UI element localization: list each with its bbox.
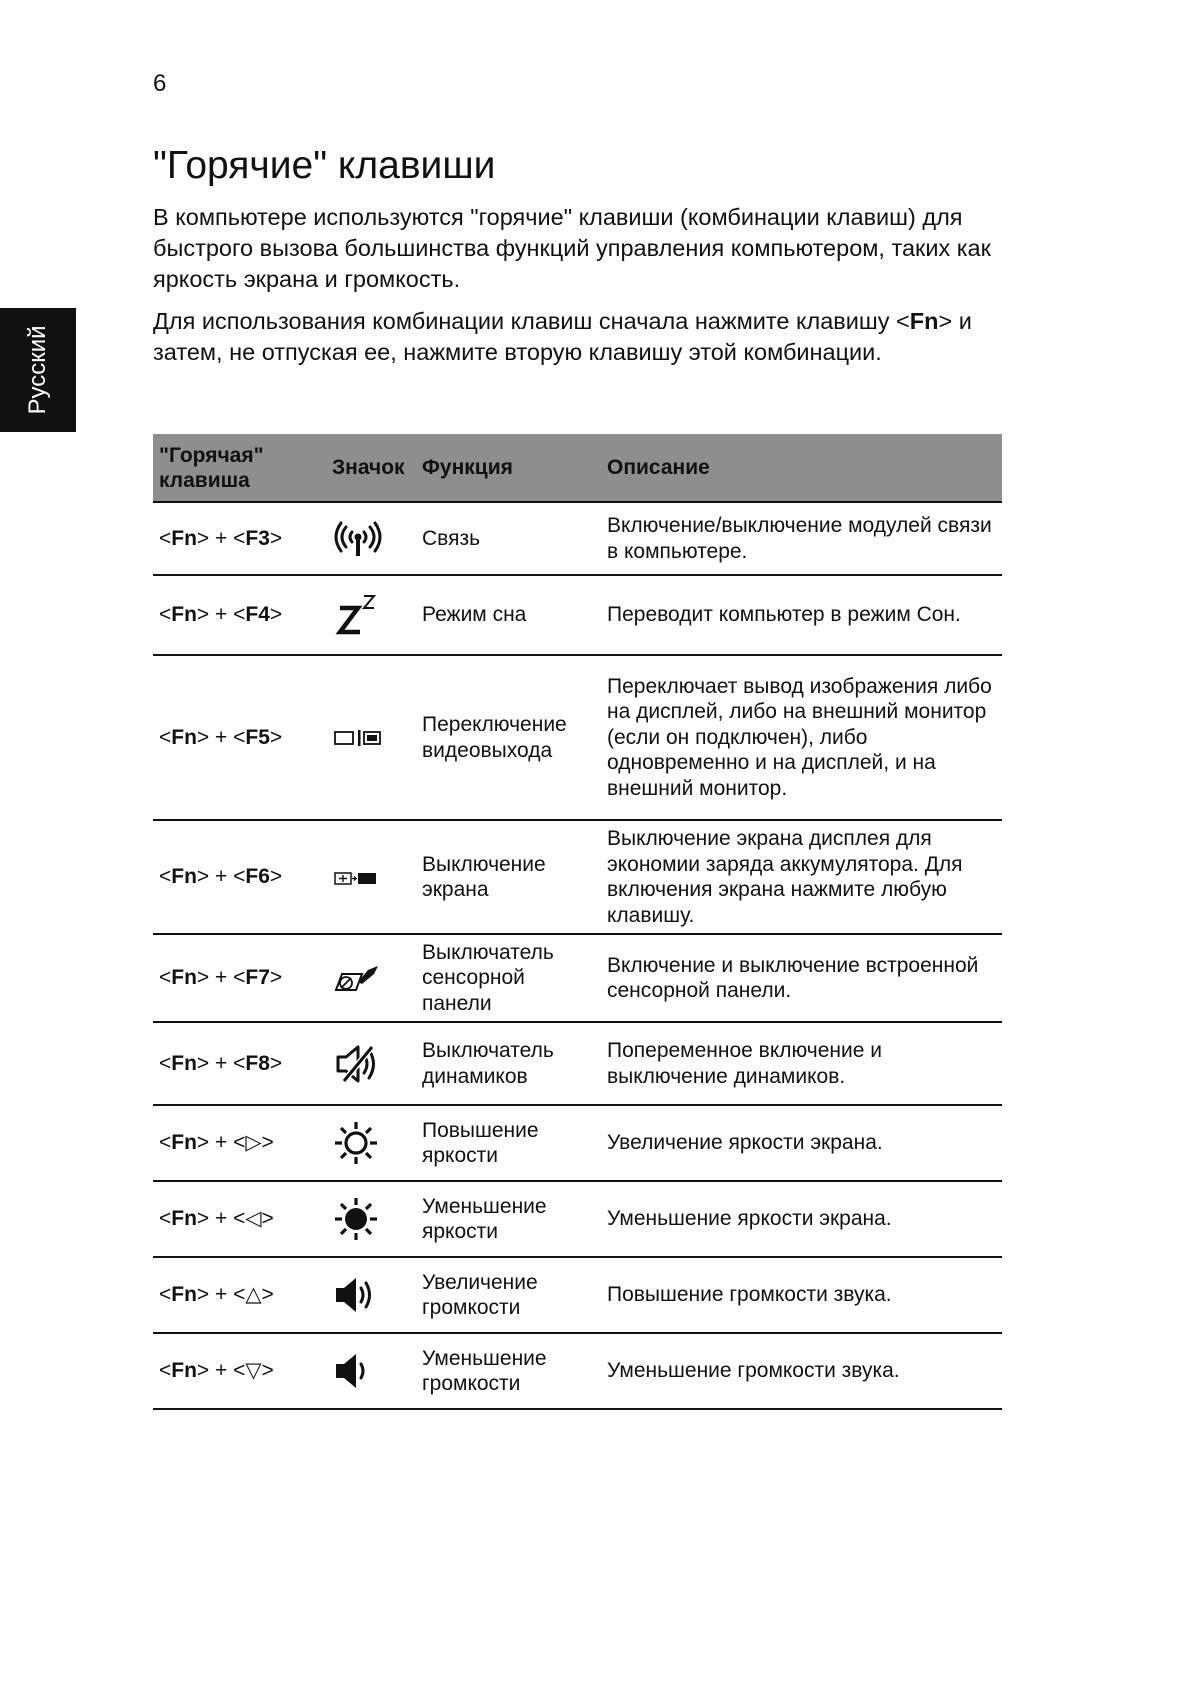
table-row [153, 1105, 1002, 1181]
hotkey-table [153, 434, 1002, 1410]
function-cell: Выключатель динамиков [416, 1022, 601, 1105]
table-row [153, 1022, 1002, 1105]
language-side-tab [0, 308, 76, 432]
table-row [153, 655, 1002, 820]
sleep-icon [332, 592, 380, 638]
plus-sign: + [209, 1207, 234, 1231]
icon-cell [326, 1022, 416, 1105]
function-cell: Выключение экрана [416, 820, 601, 934]
icon-cell [326, 502, 416, 575]
icon-cell [326, 1181, 416, 1257]
fn-key: Fn [171, 1207, 197, 1231]
hotkey-cell: <Fn> + <▷> [153, 1105, 326, 1181]
plus-sign: + [209, 966, 234, 990]
second-key: ▷ [245, 1131, 262, 1155]
second-key: F3 [245, 526, 270, 550]
function-cell: Уменьшение яркости [416, 1181, 601, 1257]
fn-key: Fn [171, 526, 197, 550]
hotkey-cell: <Fn> + <F4> [153, 575, 326, 655]
table-row [153, 820, 1002, 934]
fn-key: Fn [171, 1359, 197, 1383]
icon-cell [326, 1333, 416, 1409]
fn-key: Fn [171, 1131, 197, 1155]
table-row [153, 575, 1002, 655]
table-row [153, 1333, 1002, 1409]
description-cell: Включение/выключение модулей связи в компьютере. [601, 502, 1002, 575]
hotkey-cell: <Fn> + <F8> [153, 1022, 326, 1105]
header-icon: Значок [326, 434, 416, 502]
description-cell: Увеличение яркости экрана. [601, 1105, 1002, 1181]
second-key: F4 [245, 603, 270, 627]
fn-key: Fn [171, 603, 197, 627]
fn-key: Fn [171, 725, 197, 749]
table-row [153, 934, 1002, 1022]
language-label: Русский [24, 325, 51, 415]
usage-text-start: Для использования комбинации клавиш сначала нажмите клавишу < [153, 308, 910, 334]
description-cell: Уменьшение яркости экрана. [601, 1181, 1002, 1257]
plus-sign: + [209, 1051, 234, 1075]
second-key: F6 [245, 865, 270, 889]
page-title: "Горячие" клавиши [153, 144, 496, 187]
brightness-up-icon [332, 1119, 380, 1167]
hotkey-cell: <Fn> + <F7> [153, 934, 326, 1022]
volume-down-icon [332, 1350, 376, 1392]
description-cell: Выключение экрана дисплея для экономии заряда аккумулятора. Для включения экрана нажмите любую клавишу. [601, 820, 1002, 934]
description-cell: Переключает вывод изображения либо на дисплей, либо на внешний монитор (если он подключен), либо одновременно и на дисплей, и на внешний монитор. [601, 655, 1002, 820]
description-cell: Переводит компьютер в режим Сон. [601, 575, 1002, 655]
plus-sign: + [209, 603, 234, 627]
description-cell: Уменьшение громкости звука. [601, 1333, 1002, 1409]
page-number: 6 [153, 70, 167, 97]
second-key: ▽ [245, 1359, 262, 1383]
header-description: Описание [601, 434, 1002, 502]
icon-cell [326, 575, 416, 655]
plus-sign: + [209, 1359, 234, 1383]
function-cell: Уменьшение громкости [416, 1333, 601, 1409]
fn-key: Fn [171, 865, 197, 889]
touchpad-toggle-icon [332, 962, 382, 994]
function-cell: Повышение яркости [416, 1105, 601, 1181]
second-key: F8 [245, 1051, 270, 1075]
usage-text-end: > и затем, не отпуская ее, нажмите вторую клавишу этой комбинации. [153, 308, 972, 365]
hotkey-cell: <Fn> + <F5> [153, 655, 326, 820]
plus-sign: + [209, 725, 234, 749]
function-cell: Переключение видеовыхода [416, 655, 601, 820]
wireless-icon [332, 519, 384, 559]
icon-cell [326, 820, 416, 934]
hotkey-cell: <Fn> + <F3> [153, 502, 326, 575]
fn-key: Fn [171, 1283, 197, 1307]
second-key: ◁ [245, 1207, 262, 1231]
fn-key: Fn [171, 966, 197, 990]
hotkey-cell: <Fn> + <▽> [153, 1333, 326, 1409]
function-cell: Режим сна [416, 575, 601, 655]
hotkey-cell: <Fn> + <△> [153, 1257, 326, 1333]
icon-cell [326, 655, 416, 820]
icon-cell [326, 1257, 416, 1333]
plus-sign: + [209, 865, 234, 889]
second-key: F5 [245, 725, 270, 749]
display-toggle-icon [332, 728, 382, 748]
brightness-down-icon [332, 1195, 380, 1243]
table-row [153, 1257, 1002, 1333]
header-function: Функция [416, 434, 601, 502]
description-cell: Попеременное включение и выключение динамиков. [601, 1022, 1002, 1105]
intro-paragraph: В компьютере используются "горячие" клавиши (комбинации клавиш) для быстрого вызова большинства функций управления компьютером, таких как яркость экрана и громкость. [153, 204, 991, 292]
description-cell: Повышение громкости звука. [601, 1257, 1002, 1333]
plus-sign: + [209, 526, 234, 550]
icon-cell [326, 1105, 416, 1181]
usage-fn-key: Fn [909, 308, 939, 334]
function-cell: Выключатель сенсорной панели [416, 934, 601, 1022]
hotkey-cell: <Fn> + <◁> [153, 1181, 326, 1257]
volume-up-icon [332, 1274, 376, 1316]
table-row [153, 502, 1002, 575]
header-hotkey: "Горячая" клавиша [153, 434, 326, 502]
second-key: △ [245, 1283, 262, 1307]
description-cell: Включение и выключение встроенной сенсорной панели. [601, 934, 1002, 1022]
second-key: F7 [245, 966, 270, 990]
function-cell: Увеличение громкости [416, 1257, 601, 1333]
display-off-icon [332, 869, 380, 887]
icon-cell [326, 934, 416, 1022]
table-row [153, 1181, 1002, 1257]
table-header-row [153, 434, 1002, 502]
speaker-mute-icon [332, 1043, 380, 1085]
usage-paragraph [153, 306, 1013, 368]
plus-sign: + [209, 1283, 234, 1307]
hotkey-cell: <Fn> + <F6> [153, 820, 326, 934]
fn-key: Fn [171, 1051, 197, 1075]
plus-sign: + [209, 1131, 234, 1155]
function-cell: Связь [416, 502, 601, 575]
